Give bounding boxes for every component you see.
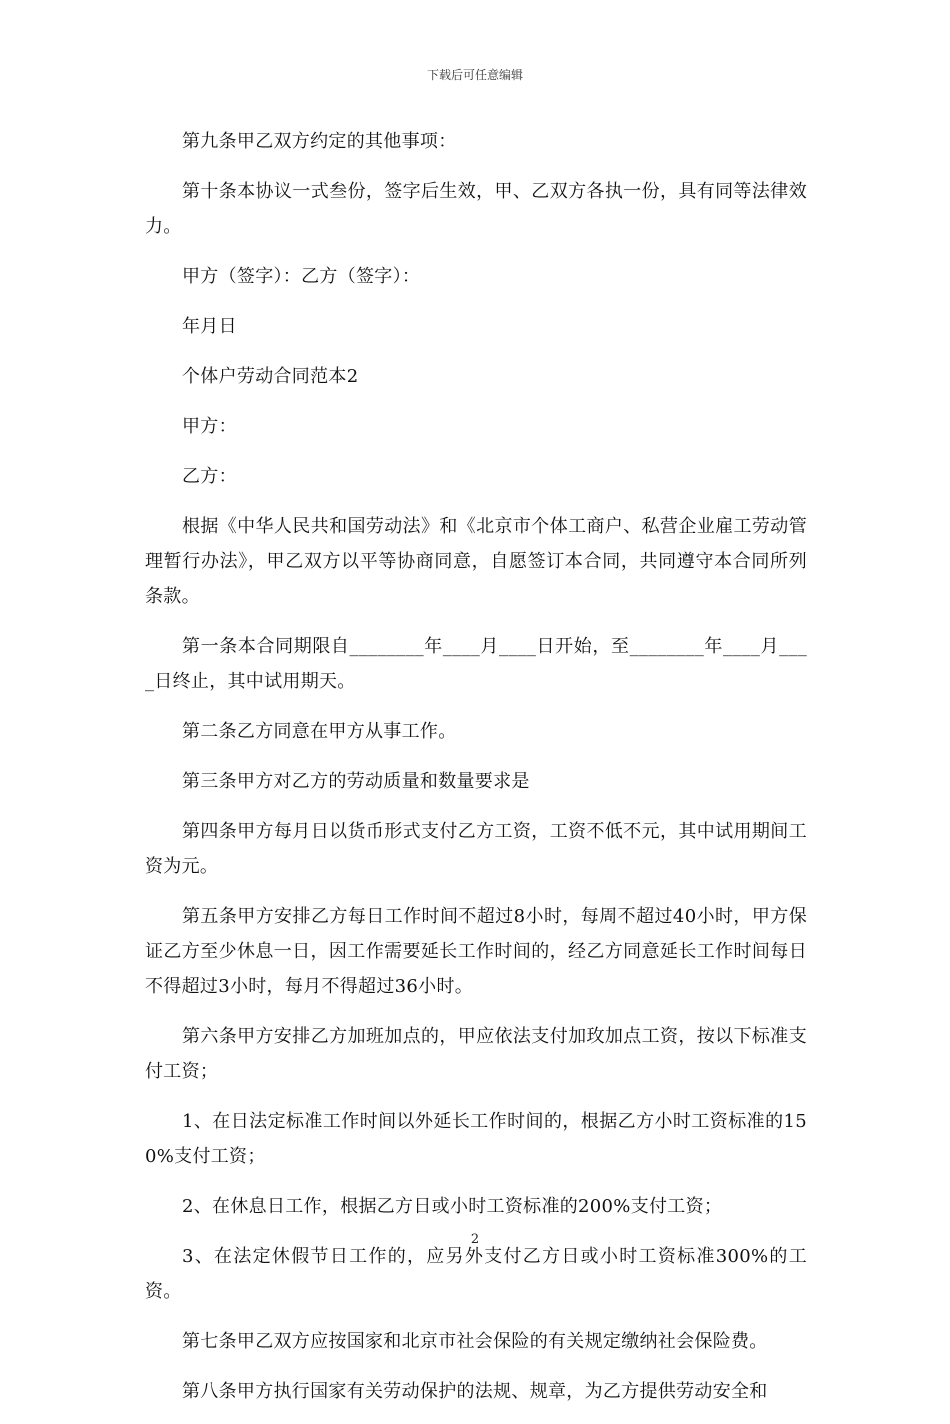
paragraph-article-6: 第六条甲方安排乙方加班加点的，甲应依法支付加玫加点工资，按以下标准支付工资； — [145, 1026, 807, 1082]
header-note: 下载后可任意编辑 — [426, 68, 523, 82]
paragraph-article-2: 第二条乙方同意在甲方从事工作。 — [182, 721, 457, 742]
paragraph-article-7: 第七条甲乙双方应按国家和北京市社会保险的有关规定缴纳社会保险费。 — [182, 1331, 768, 1352]
paragraph-article-1: 第一条本合同期限自________年____月____日开始，至________年____月____日终止，其中试用期天。 — [145, 636, 807, 692]
paragraph-article-3: 第三条甲方对乙方的劳动质量和数量要求是 — [182, 771, 530, 792]
paragraph-article-4: 第四条甲方每月日以货币形式支付乙方工资，工资不低不元，其中试用期间工资为元。 — [145, 821, 807, 877]
paragraph-date-line: 年月日 — [182, 316, 237, 337]
page-number: 2 — [470, 1232, 480, 1247]
paragraph-article-8: 第八条甲方执行国家有关劳动保护的法规、规章，为乙方提供劳动安全和 — [182, 1381, 768, 1402]
paragraph-overtime-2: 2、在休息日工作，根据乙方日或小时工资标准的200%支付工资； — [182, 1196, 723, 1217]
paragraph-article-10: 第十条本协议一式叁份，签字后生效，甲、乙双方各执一份，具有同等法律效力。 — [145, 181, 807, 237]
paragraph-article-5: 第五条甲方安排乙方每日工作时间不超过8小时，每周不超过40小时，甲方保证乙方至少休息一日，因工作需要延长工作时间的，经乙方同意延长工作时间每日不得超过3小时，每月不得超过36小时。 — [145, 906, 807, 997]
paragraph-party-a: 甲方： — [182, 416, 237, 437]
paragraph-overtime-3: 3、在法定休假节日工作的，应另外支付乙方日或小时工资标准300%的工资。 — [145, 1246, 807, 1302]
section-title: 个体户劳动合同范本2 — [182, 366, 359, 387]
paragraph-article-9: 第九条甲乙双方约定的其他事项： — [182, 131, 457, 152]
paragraph-overtime-1: 1、在日法定标准工作时间以外延长工作时间的，根据乙方小时工资标准的150%支付工资； — [145, 1111, 807, 1167]
paragraph-party-b: 乙方： — [182, 466, 237, 487]
paragraph-preamble: 根据《中华人民共和国劳动法》和《北京市个体工商户、私营企业雇工劳动管理暂行办法》，甲乙双方以平等协商同意，自愿签订本合同，共同遵守本合同所列条款。 — [145, 516, 807, 607]
document-body — [145, 124, 807, 1424]
paragraph-signatures: 甲方（签字）：乙方（签字）： — [182, 266, 421, 287]
